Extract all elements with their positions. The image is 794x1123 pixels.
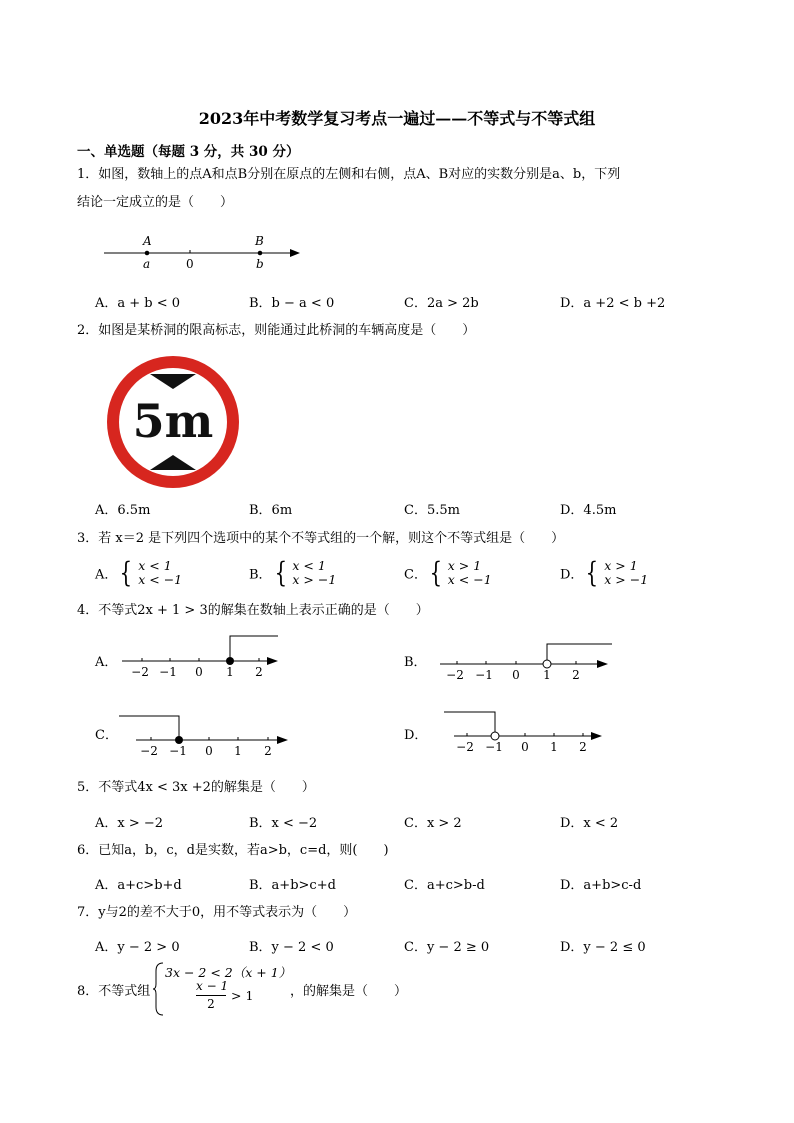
q4d-tick: 1	[550, 740, 558, 754]
question-8-prefix: 8．不等式组	[77, 984, 151, 999]
q7-option-b[interactable]: B．y − 2 < 0	[249, 940, 334, 955]
q1-point-a-label: A	[143, 234, 152, 248]
q1-point-b-label: B	[255, 234, 264, 248]
q8-greater-than-one: > 1	[231, 988, 254, 1003]
sign-limit-text: 5m	[132, 394, 214, 448]
q7-option-d[interactable]: D．y − 2 ≤ 0	[560, 940, 646, 955]
q2-option-d[interactable]: D．4.5m	[560, 503, 617, 518]
q3-option-c-line2: x < −1	[447, 572, 492, 587]
q3-option-b[interactable]: B．{ x < 1 x > −1	[249, 556, 337, 589]
q1-value-b: b	[256, 257, 264, 271]
question-8-suffix: ，的解集是（ ）	[290, 984, 408, 999]
q3-option-d-line2: x > −1	[604, 572, 649, 587]
q4a-tick: −2	[131, 665, 149, 679]
q7-option-a[interactable]: A．y − 2 > 0	[95, 940, 180, 955]
q7-option-c[interactable]: C．y − 2 ≥ 0	[404, 940, 490, 955]
q3-option-d-line1: x > 1	[604, 558, 638, 573]
q4c-tick: 0	[205, 744, 213, 758]
q4d-tick: 0	[521, 740, 529, 754]
question-3: 3．若 x＝2 是下列四个选项中的某个不等式组的一个解，则这个不等式组是（ ）	[77, 531, 565, 546]
q4c-tick: 1	[234, 744, 242, 758]
q4-option-b-number-line[interactable]	[436, 638, 616, 688]
q5-option-d[interactable]: D．x < 2	[560, 816, 619, 831]
q4-option-b-label[interactable]: B．	[404, 655, 427, 670]
q3-option-c[interactable]: C．{ x > 1 x < −1	[404, 556, 492, 589]
q8-fraction-bar	[196, 995, 226, 996]
page-title: 2023年中考数学复习考点一遍过——不等式与不等式组	[198, 109, 596, 128]
q4b-tick: 2	[572, 668, 580, 682]
q3-option-d[interactable]: D．{ x > 1 x > −1	[560, 556, 649, 589]
question-4: 4．不等式2x + 1 > 3的解集在数轴上表示正确的是（ ）	[77, 603, 429, 618]
q4a-tick: 1	[226, 665, 234, 679]
q3-option-a[interactable]: A．{ x < 1 x < −1	[95, 556, 183, 589]
q4a-tick: −1	[159, 665, 177, 679]
q4d-tick: 2	[579, 740, 587, 754]
q3-option-b-line1: x < 1	[292, 558, 326, 573]
question-6: 6．已知a，b，c，d是实数，若a>b，c=d，则( )	[77, 843, 389, 858]
question-1-line2: 结论一定成立的是（ ）	[77, 195, 234, 210]
height-limit-sign	[105, 354, 241, 490]
q6-option-a[interactable]: A．a+c>b+d	[95, 878, 182, 893]
q4b-tick: −2	[446, 668, 464, 682]
q4d-tick: −1	[485, 740, 503, 754]
question-2: 2．如图是某桥洞的限高标志，则能通过此桥洞的车辆高度是（ ）	[77, 323, 476, 338]
q1-number-line	[100, 232, 310, 272]
q4-option-d-label[interactable]: D．	[404, 728, 428, 743]
q3-option-a-line2: x < −1	[138, 572, 183, 587]
q6-option-c[interactable]: C．a+c>b-d	[404, 878, 485, 893]
q6-option-b[interactable]: B．a+b>c+d	[249, 878, 336, 893]
q4c-tick: −2	[140, 744, 158, 758]
q5-option-b[interactable]: B．x < −2	[249, 816, 318, 831]
q1-option-b[interactable]: B．b − a < 0	[249, 296, 335, 311]
q3-option-b-line2: x > −1	[292, 572, 337, 587]
q4a-tick: 2	[255, 665, 263, 679]
q1-zero: 0	[186, 257, 194, 271]
q4d-tick: −2	[456, 740, 474, 754]
q8-numerator: x − 1	[196, 979, 229, 993]
q8-brace	[153, 962, 165, 1016]
q4-option-a-label[interactable]: A．	[95, 655, 118, 670]
q3-option-a-label: A．	[95, 567, 118, 583]
q5-option-c[interactable]: C．x > 2	[404, 816, 462, 831]
q4-option-a-number-line[interactable]	[118, 630, 288, 680]
q4-option-c-number-line[interactable]	[116, 708, 292, 758]
q4c-tick: −1	[169, 744, 187, 758]
q2-option-c[interactable]: C．5.5m	[404, 503, 460, 518]
q2-option-b[interactable]: B．6m	[249, 503, 293, 518]
q4-option-c-label[interactable]: C．	[95, 728, 118, 743]
q3-option-a-line1: x < 1	[138, 558, 172, 573]
q3-option-b-label: B．	[249, 567, 272, 583]
q4b-tick: −1	[475, 668, 493, 682]
question-7: 7．y与2的差不大于0，用不等式表示为（ ）	[77, 905, 357, 920]
q8-denominator: 2	[207, 997, 215, 1011]
question-1-line1: 1．如图，数轴上的点A和点B分别在原点的左侧和右侧，点A、B对应的实数分别是a、b，下列	[77, 167, 621, 182]
question-5: 5．不等式4x < 3x +2的解集是（ ）	[77, 780, 315, 795]
q3-option-c-line1: x > 1	[447, 558, 482, 573]
q2-option-a[interactable]: A．6.5m	[95, 503, 151, 518]
q5-option-a[interactable]: A．x > −2	[95, 816, 164, 831]
q1-value-a: a	[143, 257, 151, 271]
q8-inequality-1: 3x − 2 < 2（x + 1）	[165, 965, 292, 980]
q6-option-d[interactable]: D．a+b>c-d	[560, 878, 642, 893]
section-heading: 一、单选题（每题 3 分，共 30 分）	[77, 144, 300, 160]
q4b-tick: 0	[512, 668, 520, 682]
q4a-tick: 0	[195, 665, 203, 679]
q4-option-d-number-line[interactable]	[440, 706, 608, 756]
q4c-tick: 2	[264, 744, 272, 758]
q1-option-a[interactable]: A．a + b < 0	[95, 296, 181, 311]
q3-option-d-label: D．	[560, 567, 584, 583]
q3-option-c-label: C．	[404, 567, 427, 583]
q4b-tick: 1	[543, 668, 551, 682]
q1-option-d[interactable]: D．a +2 < b +2	[560, 296, 666, 311]
q1-option-c[interactable]: C．2a > 2b	[404, 296, 479, 311]
